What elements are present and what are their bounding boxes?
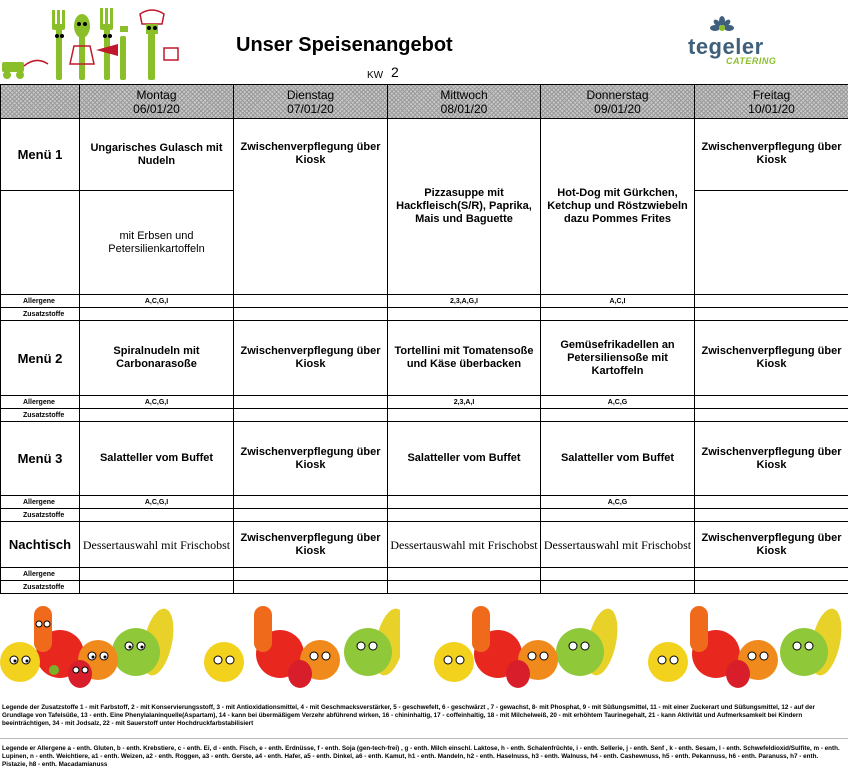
dessert-wednesday: Dessertauswahl mit Frischobst [388, 522, 541, 568]
menu2-friday-dish: Zwischenverpflegung über Kiosk [695, 321, 848, 396]
menu1-row-a [1, 119, 848, 191]
menu2-allergen-row [1, 396, 848, 409]
menu3-tuesday-allergens [234, 496, 388, 509]
menu1-allergen-label: Allergene [1, 295, 80, 308]
menu1-tuesday-empty [234, 191, 388, 295]
menu2-monday-allergens: A,C,G,I [80, 396, 234, 409]
menu3-additive-row [1, 509, 848, 522]
day-header-row [1, 85, 848, 119]
dessert-monday: Dessertauswahl mit Frischobst [80, 522, 234, 568]
menu1-thursday-dish: Hot-Dog mit Gürkchen, Ketchup und Röstzwiebeln dazu Pommes Frites [541, 119, 695, 295]
menu3-thursday-dish: Salatteller vom Buffet [541, 422, 695, 496]
menu2-thursday-dish: Gemüsefrikadellen an Petersiliensoße mit Kartoffeln [541, 321, 695, 396]
menu2-wednesday-allergens: 2,3,A,I [388, 396, 541, 409]
menu3-wednesday-allergens [388, 496, 541, 509]
menu2-row [1, 321, 848, 396]
menu3-friday-dish: Zwischenverpflegung über Kiosk [695, 422, 848, 496]
day-header-wednesday: Mittwoch 08/01/20 [388, 85, 541, 119]
menu2-allergen-label: Allergene [1, 396, 80, 409]
dessert-row [1, 522, 848, 568]
dessert-allergen-row [1, 568, 848, 581]
company-logo [682, 16, 792, 68]
additives-legend: Legende der Zusatzstoffe 1 - mit Farbstoff, 2 - mit Konservierungsstoff, 3 - mit Antioxidationsmittel, 4 - mit Geschmacksverstärker, 5 - geschwefelt, 6 - geschwärzt , 7 - gewachst, 8- mit Phosphat, 9 - mit Süßungsmittel, 11 - mit einer Zuckerart und Süßungsmittel, 12 - auf der Grundlage von Tafelsüße, 13 - enth. Eine Phenylalaninquelle(Aspartam), 14 - kann bei übermäßigem Verzehr abführend wirken, 16 - chininhaltig, 17 - coffeinhaltig, 18 - mit Milchelweiß, 20 - mit erhöhtem Taurinegehalt, 21 - kann Aktivität und Aufmerksamkeit bei Kindern beeinträchtigen, 34 - mit Jodsalz, 22 - mit Sauerstoff unter Hochdruckfarbstabilisiert [2, 704, 815, 727]
menu3-row [1, 422, 848, 496]
menu3-wednesday-dish: Salatteller vom Buffet [388, 422, 541, 496]
menu-table [0, 84, 848, 594]
page-title: Unser Speisenangebot [236, 34, 453, 56]
menu1-wednesday-allergens: 2,3,A,G,I [388, 295, 541, 308]
menu3-monday-allergens: A,C,G,I [80, 496, 234, 509]
menu1-additive-row [1, 308, 848, 321]
menu1-label-empty [1, 191, 80, 295]
menu1-thursday-allergens: A,C,I [541, 295, 695, 308]
cutlery-characters-illustration [0, 6, 200, 82]
menu1-wednesday-dish: Pizzasuppe mit Hackfleisch(S/R), Paprika, Mais und Baguette [388, 119, 541, 295]
fruit-characters-illustration [432, 602, 632, 692]
fruit-characters-illustration [644, 602, 844, 692]
dessert-tuesday: Zwischenverpflegung über Kiosk [234, 522, 388, 568]
menu1-tuesday-allergens [234, 295, 388, 308]
menu2-tuesday-allergens [234, 396, 388, 409]
menu2-additive-row [1, 409, 848, 422]
menu1-friday-allergens [695, 295, 848, 308]
menu1-additive-label: Zusatzstoffe [1, 308, 80, 321]
menu1-friday-empty [695, 191, 848, 295]
logo-subtitle: CATERING [726, 56, 777, 66]
legend-divider [0, 738, 848, 739]
day-header-tuesday: Dienstag 07/01/20 [234, 85, 388, 119]
menu2-label: Menü 2 [1, 321, 80, 396]
menu2-thursday-allergens: A,C,G [541, 396, 695, 409]
menu3-friday-allergens [695, 496, 848, 509]
menu1-monday-allergens: A,C,G,I [80, 295, 234, 308]
corner-cell [1, 85, 80, 119]
menu1-monday-side: mit Erbsen und Petersilienkartoffeln [80, 191, 234, 295]
menu3-thursday-allergens: A,C,G [541, 496, 695, 509]
fruit-decoration-band [0, 600, 848, 692]
allergens-legend: Legende er Allergene a - enth. Gluten, b - enth. Krebstiere, c - enth. Ei, d - enth. Fisch, e - enth. Erdnüsse, f - enth. Soja (gen-tech-frei) , g - enth. Milch einschl. Laktose, h - enth. Schalenfrüchte, i - enth. Sellerie, j - enth. Senf , k - enth. Sesam, l - enth. Schwefeldioxid/Sulfite, m - enth. Lupinen, n - enth. Weichtiere, a1 - enth. Weizen, a2 - enth. Roggen, a3 - enth. Gerste, a4 - enth. Hafer, a5 - enth. Dinkel, a6 - enth. Kamut, h1 - enth. Mandeln, h2 - enth. Haselnuss, h3 - enth. Walnuss, h4 - enth. Cashewnuss, h5 - enth. Pekannuss, h6 - enth. Paranuss, h7 - enth. Pistazie, h8 - enth. Macadamianuss [2, 745, 840, 768]
menu1-tuesday-dish: Zwischenverpflegung über Kiosk [234, 119, 388, 191]
calendar-week-label: KW [367, 70, 384, 81]
day-header-monday: Montag 06/01/20 [80, 85, 234, 119]
page-header [0, 0, 848, 84]
dessert-additive-row [1, 581, 848, 594]
day-header-friday: Freitag 10/01/20 [695, 85, 848, 119]
menu3-monday-dish: Salatteller vom Buffet [80, 422, 234, 496]
menu2-wednesday-dish: Tortellini mit Tomatensoße und Käse überbacken [388, 321, 541, 396]
menu1-friday-dish: Zwischenverpflegung über Kiosk [695, 119, 848, 191]
menu2-additive-label: Zusatzstoffe [1, 409, 80, 422]
menu2-friday-allergens [695, 396, 848, 409]
dessert-friday: Zwischenverpflegung über Kiosk [695, 522, 848, 568]
dessert-label: Nachtisch [1, 522, 80, 568]
logo-wordmark: tegeler [688, 34, 764, 59]
menu1-label: Menü 1 [1, 119, 80, 191]
fruit-characters-illustration [200, 602, 400, 692]
dessert-thursday: Dessertauswahl mit Frischobst [541, 522, 695, 568]
day-header-thursday: Donnerstag 09/01/20 [541, 85, 695, 119]
calendar-week-value: 2 [391, 64, 399, 80]
fruit-characters-illustration [0, 602, 200, 692]
menu3-label: Menü 3 [1, 422, 80, 496]
menu2-monday-dish: Spiralnudeln mit Carbonarasoße [80, 321, 234, 396]
menu3-tuesday-dish: Zwischenverpflegung über Kiosk [234, 422, 388, 496]
menu3-allergen-label: Allergene [1, 496, 80, 509]
dessert-allergen-label: Allergene [1, 568, 80, 581]
dessert-additive-label: Zusatzstoffe [1, 581, 80, 594]
menu1-monday-dish: Ungarisches Gulasch mit Nudeln [80, 119, 234, 191]
menu1-allergen-row [1, 295, 848, 308]
menu3-additive-label: Zusatzstoffe [1, 509, 80, 522]
menu3-allergen-row [1, 496, 848, 509]
menu2-tuesday-dish: Zwischenverpflegung über Kiosk [234, 321, 388, 396]
